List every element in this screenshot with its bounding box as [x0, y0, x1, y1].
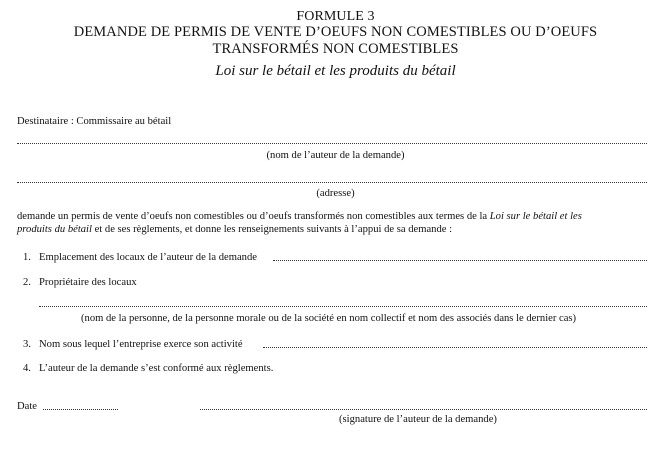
item-label-premises-location: Emplacement des locaux de l’auteur de la demande: [39, 252, 257, 263]
applicant-name-field[interactable]: [17, 143, 647, 144]
business-name-field[interactable]: [263, 347, 647, 348]
premises-owner-field[interactable]: [39, 306, 647, 307]
request-text-part2: et de ses règlements, et donne les renseignements suivants à l’appui de sa demande :: [91, 224, 453, 235]
date-field[interactable]: [43, 409, 118, 410]
recipient-label: Destinataire : Commissaire au bétail: [17, 116, 172, 127]
signature-field[interactable]: [200, 409, 647, 410]
law-title-part2: produits du bétail: [17, 224, 92, 235]
item-label-premises-owner: Propriétaire des locaux: [39, 277, 137, 288]
owner-caption: (nom de la personne, de la personne morale ou de la société en nom collectif et nom des associés dans le dernier cas): [81, 313, 577, 324]
item-number: 1.: [23, 252, 31, 263]
form-subtitle: Loi sur le bétail et les produits du bétail: [215, 63, 456, 79]
item-number: 3.: [23, 339, 31, 350]
date-label: Date: [17, 401, 37, 412]
item-label-business-name: Nom sous lequel l’entreprise exerce son activité: [39, 339, 243, 350]
premises-location-field[interactable]: [273, 260, 647, 261]
signature-caption: (signature de l’auteur de la demande): [339, 414, 497, 425]
address-field[interactable]: [17, 182, 647, 183]
item-number: 4.: [23, 363, 31, 374]
form-number: FORMULE 3: [296, 9, 375, 24]
law-title-part1: Loi sur le bétail et les: [489, 211, 582, 222]
form-title-line2: TRANSFORMÉS NON COMESTIBLES: [212, 41, 459, 57]
request-text-part1: demande un permis de vente d’oeufs non comestibles ou d’oeufs transformés non comestibles aux termes de la: [17, 211, 490, 222]
address-caption: (adresse): [316, 188, 355, 199]
applicant-name-caption: (nom de l’auteur de la demande): [266, 150, 405, 161]
item-label-compliance: L’auteur de la demande s’est conformé aux règlements.: [39, 363, 274, 374]
request-paragraph: [17, 210, 657, 236]
form-title-line1: DEMANDE DE PERMIS DE VENTE D’OEUFS NON COMESTIBLES OU D’OEUFS: [73, 24, 598, 40]
item-number: 2.: [23, 277, 31, 288]
